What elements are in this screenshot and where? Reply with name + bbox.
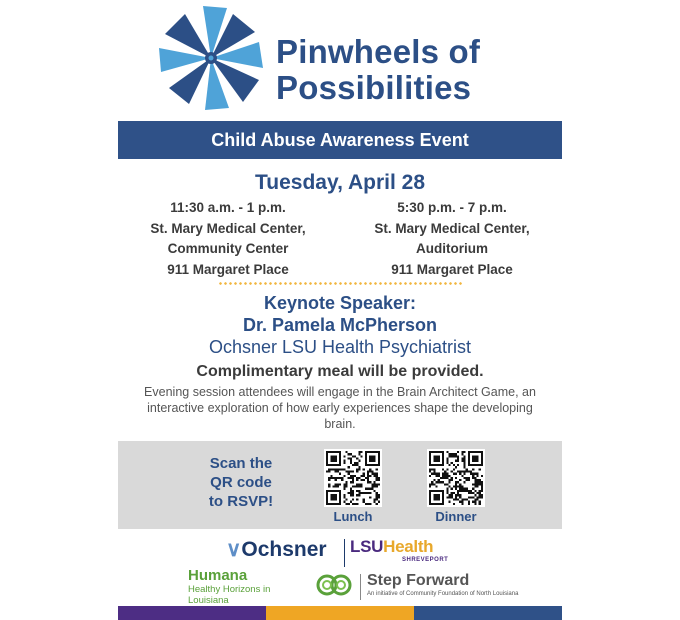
meal-headline: Complimentary meal will be provided. <box>196 363 484 380</box>
dotted-divider <box>218 282 462 285</box>
lsu-health-subtitle: SHREVEPORT <box>402 557 449 563</box>
humana-logo: Humana <box>188 567 248 584</box>
rsvp-line-1: Scan the <box>209 455 273 472</box>
ochsner-mark-icon: ∨ <box>226 538 242 561</box>
footer-bar-navy <box>414 606 562 620</box>
humana-subtitle: Healthy Horizons in Louisiana <box>188 584 271 606</box>
step-forward-icon <box>314 572 354 598</box>
logo-divider <box>344 539 345 567</box>
session-time: 11:30 a.m. - 1 p.m. <box>170 200 286 215</box>
rsvp-band <box>118 441 562 529</box>
qr-code-icon <box>429 451 483 505</box>
lsu-wordmark: LSU <box>350 537 384 556</box>
ochsner-logo <box>226 537 327 562</box>
step-forward-logo: Step Forward <box>367 572 470 589</box>
lsu-health-logo <box>350 537 433 557</box>
title-line-2: Possibilities <box>276 69 472 106</box>
lunch-session <box>118 198 338 280</box>
rsvp-line-3: to RSVP! <box>208 493 274 510</box>
lunch-qr-code[interactable] <box>324 449 382 507</box>
pinwheel-icon <box>156 2 266 114</box>
rsvp-instructions <box>196 454 286 511</box>
session-address: 911 Margaret Place <box>167 261 289 277</box>
dinner-qr-code[interactable] <box>427 449 485 507</box>
session-time: 5:30 p.m. - 7 p.m. <box>397 200 507 215</box>
step-forward-subtitle: An initiative of Community Foundation of North Louisiana <box>367 591 519 597</box>
logo-divider <box>360 574 361 600</box>
rsvp-line-2: QR code <box>210 474 272 491</box>
session-room: Auditorium <box>416 241 488 256</box>
lsu-health-wordmark: Health <box>383 537 434 556</box>
ochsner-wordmark: Ochsner <box>241 538 327 561</box>
session-venue: St. Mary Medical Center, <box>150 220 306 236</box>
session-venue: St. Mary Medical Center, <box>374 220 530 236</box>
title-line-1: Pinwheels of <box>276 33 481 70</box>
footer-bar-purple <box>118 606 266 620</box>
speaker-name: Dr. Pamela McPherson <box>242 315 438 335</box>
meal-description: Evening session attendees will engage in the Brain Architect Game, an interactive exploration of how early experiences shape the developing brain. <box>144 385 536 431</box>
event-banner: Child Abuse Awareness Event <box>118 121 562 159</box>
lunch-qr-label: Lunch <box>333 509 373 524</box>
speaker-title: Ochsner LSU Health Psychiatrist <box>208 337 472 357</box>
qr-code-icon <box>326 451 380 505</box>
keynote-label: Keynote Speaker: <box>263 293 417 313</box>
page-title <box>276 34 480 106</box>
session-address: 911 Margaret Place <box>391 261 513 277</box>
dinner-qr-label: Dinner <box>435 509 477 524</box>
session-room: Community Center <box>167 241 289 256</box>
flyer <box>118 0 562 620</box>
footer-bar-gold <box>266 606 414 620</box>
dinner-session <box>342 198 562 280</box>
event-date: Tuesday, April 28 <box>255 171 425 194</box>
